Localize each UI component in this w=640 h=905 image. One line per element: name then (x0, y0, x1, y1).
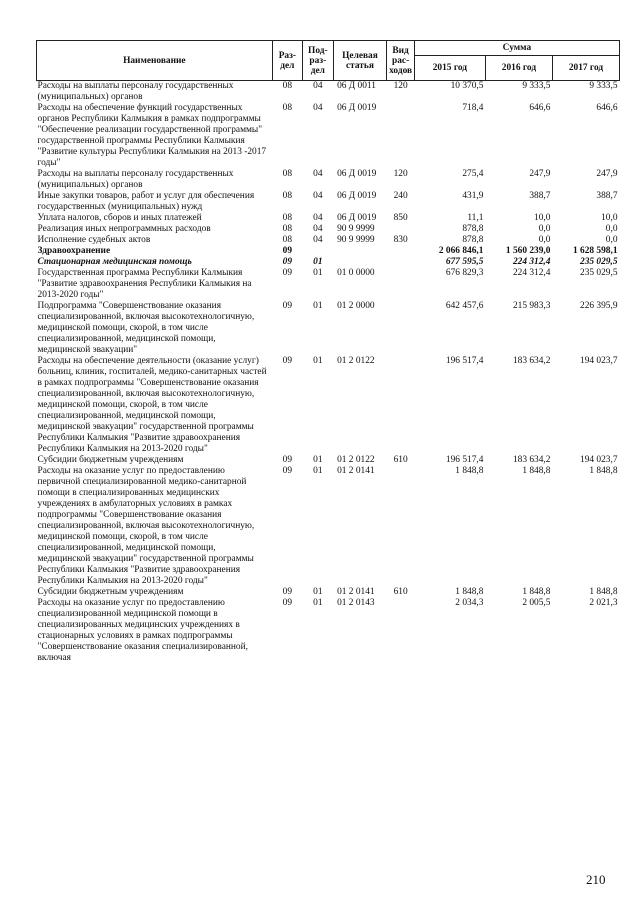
cell-podrazdel (303, 246, 333, 257)
cell-vid (387, 246, 414, 257)
cell-podrazdel: 01 (313, 268, 323, 278)
table-row (37, 103, 620, 169)
cell-name: Здравоохранение (37, 246, 111, 256)
cell-2016: 9 333,5 (485, 81, 552, 104)
cell-celevaya (333, 246, 387, 257)
cell-vid (387, 103, 414, 169)
cell-2016: 183 634,2 (512, 356, 551, 366)
cell-name: Государственная программа Республики Калмыкия "Развитие здравоохранения Республики Калмыкия на 2013-2020 годы" (37, 268, 252, 300)
cell-2017: 388,7 (596, 191, 618, 201)
cell-podrazdel: 01 (313, 356, 323, 366)
cell-podrazdel: 04 (313, 213, 323, 223)
cell-vid: 850 (393, 213, 408, 223)
cell-name: Субсидии бюджетным учреждениям (37, 587, 184, 597)
cell-2017: 0,0 (605, 224, 618, 234)
cell-2016: 224 312,4 (512, 257, 551, 267)
header-vid: Вид рас- ходов (387, 41, 414, 81)
cell-2015: 677 595,5 (445, 257, 484, 267)
cell-podrazdel: 01 (313, 598, 323, 608)
cell-celevaya (333, 257, 387, 268)
cell-name: Исполнение судебных актов (37, 235, 151, 245)
cell-2016: 215 983,3 (512, 301, 551, 311)
cell-podrazdel: 04 (313, 191, 323, 201)
cell-vid (387, 466, 414, 587)
table-row (37, 598, 620, 664)
cell-name: Расходы на оказание услуг по предоставлению специализированной медицинской помощи в специализированных медицинских учреждениях в стационарных условиях в рамках подпрограммы "Совершенствование оказания специализированной, включая (37, 598, 248, 663)
cell-2015: 878,8 (462, 224, 484, 234)
cell-vid (387, 257, 414, 268)
cell-razdel: 09 (282, 257, 293, 267)
cell-podrazdel: 04 (313, 103, 323, 113)
cell-podrazdel: 04 (313, 169, 323, 179)
header-2016: 2016 год (485, 56, 552, 81)
cell-razdel: 09 (282, 356, 293, 366)
table-body (37, 81, 620, 665)
cell-2016: 0,0 (538, 235, 551, 245)
cell-vid (387, 224, 414, 235)
header-celevaya: Целевая статья (333, 41, 387, 81)
cell-2017: 1 628 598,1 (572, 246, 618, 256)
table-row (37, 356, 620, 455)
cell-vid (387, 356, 414, 455)
cell-2015: 1 848,8 (455, 466, 484, 476)
cell-2017: 646,6 (596, 103, 618, 113)
cell-razdel: 09 (282, 598, 293, 608)
cell-2016: 0,0 (538, 224, 551, 234)
cell-celevaya: 06 Д 0019 (337, 191, 377, 201)
cell-2015: 1 848,8 (455, 587, 484, 597)
cell-razdel: 09 (282, 301, 293, 311)
cell-name: Расходы на оказание услуг по предоставлению первичной специализированной медико-санитарной помощи в специализированных медицинских учреждениях в амбулаторных условиях в рамках подпрограммы "Совершенствование оказания специализированной, включая высокотехнологичную, медицинской помощи, скорой, в том числе специализированной, медицинской помощи, медицинской эвакуации" государственной программы Республики Калмыкия "Развитие здравоохранения Республики Калмыкия на 2013-2020 годы" (37, 466, 255, 586)
cell-celevaya: 01 2 0122 (337, 455, 375, 465)
cell-podrazdel: 01 (313, 466, 323, 476)
cell-razdel: 09 (282, 466, 293, 476)
cell-2016: 646,6 (529, 103, 551, 113)
cell-name: Расходы на обеспечение деятельности (оказание услуг) больниц, клиник, госпиталей, медико-санитарных частей в рамках подпрограммы "Совершенствование оказания специализированной, включая высокотехнологичную, медицинской помощи, скорой, в том числе специализированной, медицинской помощи, медицинской эвакуации" государственной программы Республики Калмыкия "Развитие здравоохранения Республики Калмыкия на 2013-2020 годы" (37, 356, 267, 454)
header-podrazdel: Под- раз- дел (303, 41, 333, 81)
cell-celevaya: 06 Д 0019 (337, 103, 377, 113)
cell-vid (387, 268, 414, 301)
table-row (37, 191, 620, 213)
table-row (37, 466, 620, 587)
cell-vid: 120 (387, 81, 414, 104)
cell-vid: 830 (393, 235, 408, 245)
cell-2015: 718,4 (462, 103, 484, 113)
cell-2017: 9 333,5 (552, 81, 619, 104)
table-header (37, 41, 620, 81)
table-row (37, 213, 620, 224)
cell-celevaya: 01 2 0141 (337, 466, 375, 476)
cell-celevaya: 01 2 0143 (337, 598, 375, 608)
cell-2017: 1 848,8 (589, 587, 618, 597)
cell-celevaya: 01 2 0141 (337, 587, 375, 597)
cell-name: Расходы на обеспечение функций государственных органов Республики Калмыкия в рамках подпрограммы "Обеспечение реализации государственной программы" государственной программы Республики Калмыкия "Развитие культуры Республики Калмыкия на 2013 -2017 годы" (37, 103, 267, 168)
cell-vid: 610 (393, 455, 408, 465)
cell-2016: 10,0 (534, 213, 551, 223)
cell-podrazdel: 01 (313, 455, 323, 465)
cell-2017: 235 029,5 (580, 257, 618, 267)
header-summa: Сумма (414, 41, 619, 56)
cell-2015: 676 829,3 (445, 268, 484, 278)
cell-vid (387, 598, 414, 664)
cell-2016: 388,7 (529, 191, 551, 201)
cell-razdel: 08 (282, 213, 293, 223)
cell-razdel: 08 (282, 191, 293, 201)
cell-podrazdel: 01 (313, 587, 323, 597)
cell-name: Подпрограмма "Совершенствование оказания специализированной, включая высокотехнологичную, медицинской помощи, скорой, в том числе специализированной, медицинской помощи, медицинской эвакуации" (37, 301, 255, 355)
header-razdel: Раз- дел (272, 41, 302, 81)
cell-celevaya: 01 0 0000 (337, 268, 375, 278)
cell-razdel: 08 (272, 81, 302, 104)
cell-razdel: 08 (282, 224, 293, 234)
cell-podrazdel: 04 (313, 235, 323, 245)
cell-podrazdel: 04 (303, 81, 333, 104)
cell-2016: 1 848,8 (522, 466, 551, 476)
cell-celevaya: 01 2 0122 (337, 356, 375, 366)
cell-2017: 0,0 (605, 235, 618, 245)
cell-name: Уплата налогов, сборов и иных платежей (37, 213, 202, 223)
cell-2016: 247,9 (529, 169, 551, 179)
cell-2017: 2 021,3 (589, 598, 618, 608)
table-row (37, 301, 620, 356)
cell-name: Стационарная медицинская помощь (37, 257, 192, 267)
cell-2015: 10 370,5 (414, 81, 485, 104)
cell-celevaya: 90 9 9999 (337, 224, 375, 234)
cell-celevaya: 06 Д 0019 (337, 169, 377, 179)
cell-razdel: 08 (282, 169, 293, 179)
cell-name: Расходы на выплаты персоналу государственных (муниципальных) органов (37, 81, 273, 104)
cell-razdel: 09 (282, 246, 293, 256)
header-2015: 2015 год (414, 56, 485, 81)
cell-name: Иные закупки товаров, работ и услуг для обеспечения государственных (муниципальных) нужд (37, 191, 255, 212)
cell-2017: 194 023,7 (580, 455, 618, 465)
cell-2017: 247,9 (596, 169, 618, 179)
table-row (37, 81, 620, 104)
table-row (37, 235, 620, 246)
cell-2015: 275,4 (462, 169, 484, 179)
cell-vid: 240 (393, 191, 408, 201)
cell-name: Реализация иных непрограммных расходов (37, 224, 211, 234)
cell-2016: 1 848,8 (522, 587, 551, 597)
table-row (37, 455, 620, 466)
table-row (37, 224, 620, 235)
table-row (37, 246, 620, 257)
table-row (37, 268, 620, 301)
header-2017: 2017 год (552, 56, 619, 81)
cell-celevaya: 90 9 9999 (337, 235, 375, 245)
cell-name: Расходы на выплаты персоналу государственных (муниципальных) органов (37, 169, 234, 190)
cell-2017: 1 848,8 (589, 466, 618, 476)
cell-razdel: 09 (282, 455, 293, 465)
cell-2016: 2 005,5 (522, 598, 551, 608)
cell-2015: 196 517,4 (445, 356, 484, 366)
cell-2016: 224 312,4 (512, 268, 551, 278)
cell-vid: 610 (393, 587, 408, 597)
cell-2015: 2 066 846,1 (438, 246, 484, 256)
table-row (37, 257, 620, 268)
cell-podrazdel: 01 (313, 257, 323, 267)
cell-celevaya: 06 Д 0011 (333, 81, 387, 104)
cell-2017: 226 395,9 (580, 301, 618, 311)
cell-2015: 878,8 (462, 235, 484, 245)
cell-2016: 183 634,2 (512, 455, 551, 465)
budget-table (36, 40, 620, 664)
cell-vid (387, 301, 414, 356)
cell-razdel: 09 (282, 587, 293, 597)
cell-2017: 194 023,7 (580, 356, 618, 366)
cell-celevaya: 06 Д 0019 (337, 213, 377, 223)
header-name: Наименование (37, 41, 273, 81)
cell-2017: 10,0 (601, 213, 618, 223)
table-row (37, 587, 620, 598)
page-number: 210 (586, 872, 606, 887)
cell-2015: 431,9 (462, 191, 484, 201)
cell-2015: 642 457,6 (445, 301, 484, 311)
table-row (37, 169, 620, 191)
cell-podrazdel: 01 (313, 301, 323, 311)
cell-celevaya: 01 2 0000 (337, 301, 375, 311)
cell-razdel: 09 (282, 268, 293, 278)
cell-name: Субсидии бюджетным учреждениям (37, 455, 184, 465)
cell-2015: 11,1 (467, 213, 484, 223)
cell-2015: 2 034,3 (455, 598, 484, 608)
cell-2016: 1 560 239,0 (505, 246, 551, 256)
cell-2015: 196 517,4 (445, 455, 484, 465)
cell-2017: 235 029,5 (580, 268, 618, 278)
cell-podrazdel: 04 (313, 224, 323, 234)
cell-razdel: 08 (282, 103, 293, 113)
cell-razdel: 08 (282, 235, 293, 245)
cell-vid: 120 (393, 169, 408, 179)
